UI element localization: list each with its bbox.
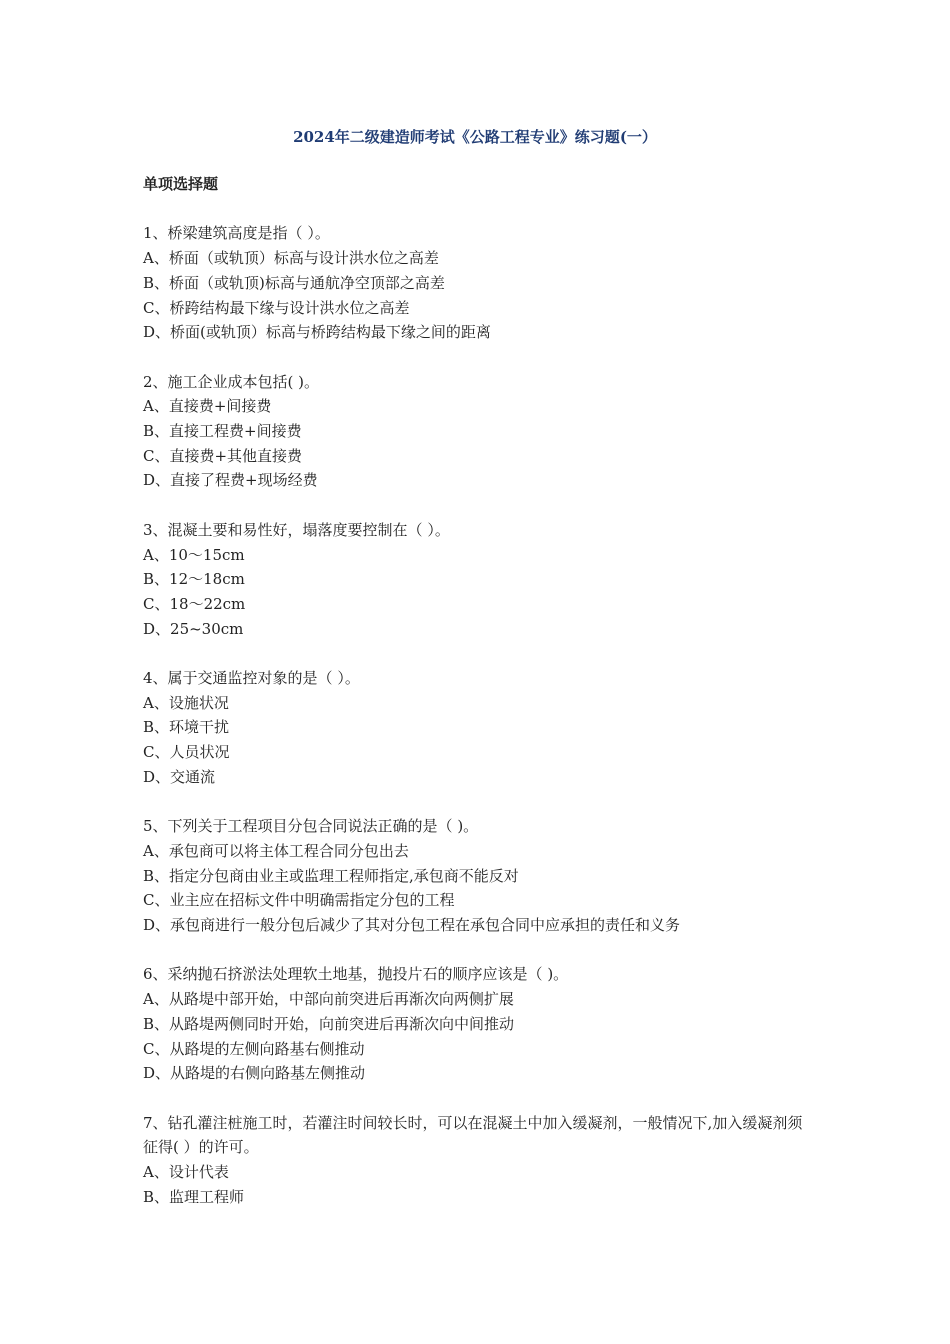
option-a: A、桥面（或轨顶）标高与设计洪水位之高差 xyxy=(143,249,439,268)
question-stem: 2、施工企业成本包括( )。 xyxy=(143,372,320,391)
option-d: D、交通流 xyxy=(143,767,216,786)
question-stem: 5、下列关于工程项目分包合同说法正确的是（ )。 xyxy=(143,817,479,836)
question-stem: 3、混凝土要和易性好，塌落度要控制在（ ）。 xyxy=(143,520,450,539)
option-c: C、18～22cm xyxy=(143,594,246,613)
option-b: B、指定分包商由业主或监理工程师指定,承包商不能反对 xyxy=(143,866,519,885)
option-d: D、25~30cm xyxy=(143,619,244,638)
option-d: D、从路堤的右侧向路基左侧推动 xyxy=(143,1064,366,1083)
question-7 xyxy=(143,1111,813,1210)
question-stem: 7、钻孔灌注桩施工时，若灌注时间较长时，可以在混凝土中加入缓凝剂，一般情况下,加入缓凝剂须征得( ）的许可。 xyxy=(143,1113,803,1157)
section-heading: 单项选择题 xyxy=(143,175,219,193)
option-a: A、设施状况 xyxy=(143,693,229,712)
option-b: B、环境干扰 xyxy=(143,718,230,737)
document-title: 2024年二级建造师考试《公路工程专业》练习题(一） xyxy=(293,128,657,146)
option-c: C、从路堤的左侧向路基右侧推动 xyxy=(143,1039,365,1058)
question-6 xyxy=(143,962,813,1086)
option-c: C、桥跨结构最下缘与设计洪水位之高差 xyxy=(143,298,410,317)
option-c: C、直接费+其他直接费 xyxy=(143,446,303,465)
question-stem: 4、属于交通监控对象的是（ ）。 xyxy=(143,669,360,687)
question-2 xyxy=(143,370,813,494)
question-4 xyxy=(143,666,813,790)
option-a: A、直接费+间接费 xyxy=(143,397,272,416)
option-a: A、10～15cm xyxy=(143,545,245,564)
question-1 xyxy=(143,221,813,345)
option-d: D、承包商进行一般分包后减少了其对分包工程在承包合同中应承担的责任和义务 xyxy=(143,916,681,935)
question-5 xyxy=(143,814,813,938)
question-stem: 1、桥梁建筑高度是指（ ）。 xyxy=(143,224,330,243)
option-d: D、桥面(或轨顶）标高与桥跨结构最下缘之间的距离 xyxy=(143,323,491,342)
option-a: A、从路堤中部开始，中部向前突进后再渐次向两侧扩展 xyxy=(143,990,514,1009)
option-b: B、直接工程费+间接费 xyxy=(143,422,302,440)
option-d: D、直接了程费+现场经费 xyxy=(143,471,318,490)
option-b: B、桥面（或轨顶)标高与通航净空顶部之高差 xyxy=(143,273,445,292)
option-c: C、业主应在招标文件中明确需指定分包的工程 xyxy=(143,891,455,910)
option-b: B、从路堤两侧同时开始，向前突进后再渐次向中间推动 xyxy=(143,1014,515,1033)
option-c: C、人员状况 xyxy=(143,743,230,762)
question-3 xyxy=(143,518,813,642)
question-stem: 6、采纳抛石挤淤法处理软土地基，抛投片石的顺序应该是（ )。 xyxy=(143,965,569,984)
option-a: A、设计代表 xyxy=(143,1163,229,1182)
option-b: B、12～18cm xyxy=(143,570,245,589)
document-body xyxy=(143,172,813,1234)
option-b: B、监理工程师 xyxy=(143,1187,245,1206)
option-a: A、承包商可以将主体工程合同分包出去 xyxy=(143,841,409,860)
